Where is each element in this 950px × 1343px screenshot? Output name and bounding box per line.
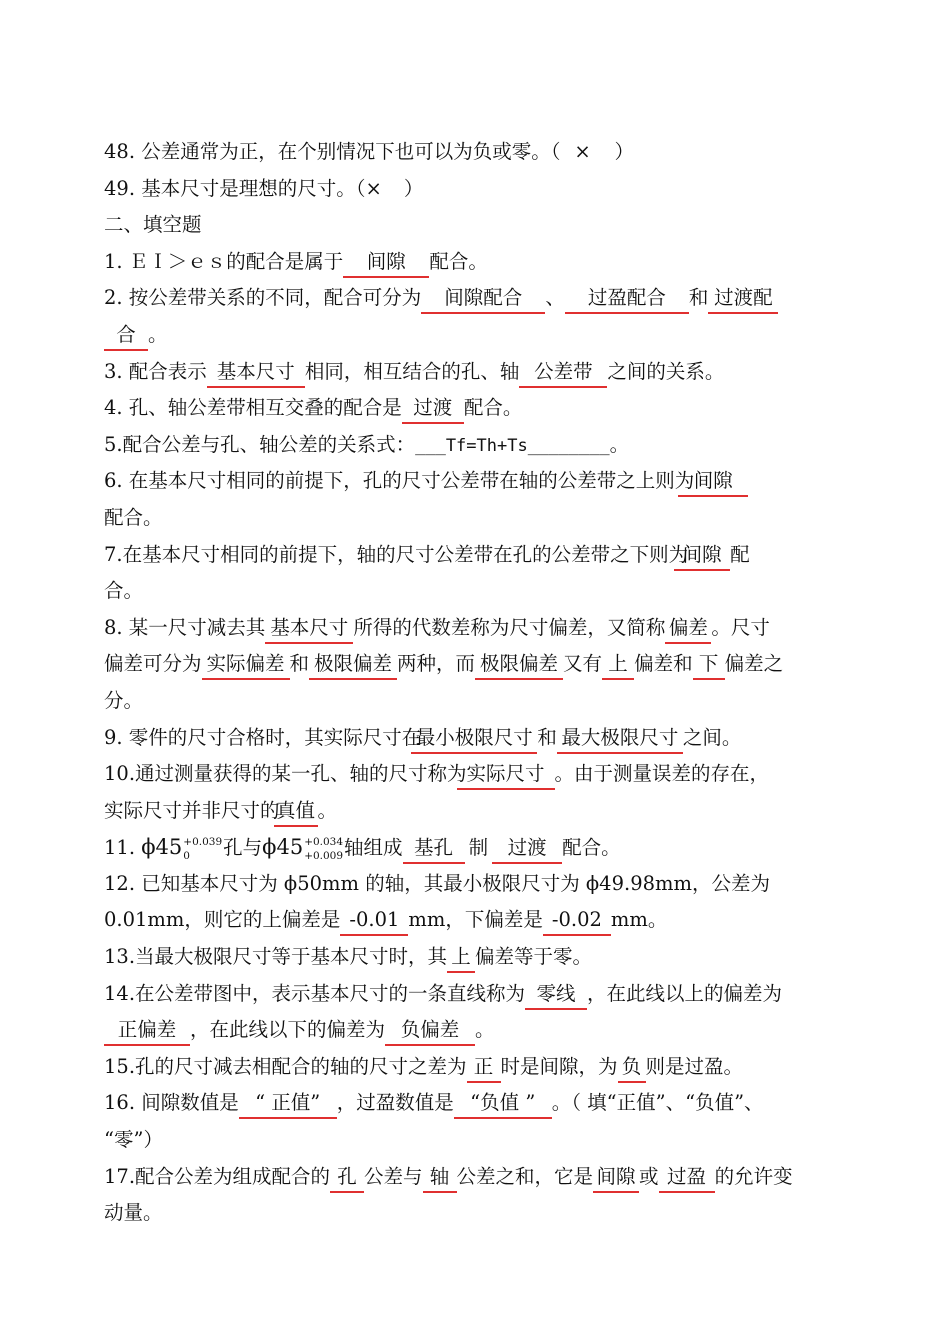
f8-blank-1: 基本尺寸 [265, 614, 353, 644]
f15-text-mid: 时是间隙，为 [500, 1054, 618, 1078]
f13-text: 13.当最大极限尺寸等于基本尺寸时，其 [104, 945, 448, 969]
f2-blank-3-cont: 合 [104, 321, 148, 351]
f10-text-mid: 。由于测量误差的存在， [554, 762, 770, 786]
f15-text-end: 则是过盈。 [645, 1054, 744, 1078]
f17-text: 17.配合公差为组成配合的 [104, 1164, 331, 1188]
q49-line [104, 171, 850, 208]
f3-blank-2: 公差带 [519, 358, 607, 388]
f11-text-3: 制 [468, 836, 489, 860]
f17-line [104, 1159, 850, 1196]
f5-line [104, 427, 850, 464]
f2-blank-3: 过渡配 [708, 284, 778, 314]
f4-line [104, 390, 850, 427]
f16-line [104, 1085, 850, 1122]
f8-text-7: 偏差之 [724, 652, 784, 676]
q48-number: 48. [104, 140, 136, 163]
f11-tol-2-upper: +0.034 [304, 835, 344, 848]
f7-line-2: 合。 [104, 579, 144, 603]
f9-blank-2: 最大极限尺寸 [557, 724, 683, 754]
f6-line-2: 配合。 [104, 505, 163, 529]
f17-blank-2: 轴 [423, 1163, 457, 1193]
f15-text: 15.孔的尺寸减去相配合的轴的尺寸之差为 [104, 1054, 467, 1078]
f15-line [104, 1049, 850, 1086]
f10-line [104, 756, 850, 793]
f8-blank-2: 偏差 [665, 614, 711, 644]
f15-blank-1: 正 [467, 1053, 501, 1083]
f11-line [104, 829, 850, 866]
f11-tol-1-lower: 0 [183, 849, 190, 862]
f8-blank-3: 实际偏差 [202, 650, 290, 680]
q48-end: ） [614, 140, 634, 163]
f15-blank-2: 负 [618, 1053, 646, 1083]
f11-blank-2: 过渡 [492, 834, 562, 864]
f14-text-end: 。 [475, 1018, 495, 1042]
f2-blank-1: 间隙配合 [421, 284, 545, 314]
f10-text: 10.通过测量获得的某一孔、轴的尺寸称为 [104, 762, 467, 786]
f8-blank-5: 极限偏差 [475, 650, 563, 680]
f7-text: 7.在基本尺寸相同的前提下，轴的尺寸公差带在孔的公差带之下则为 [104, 542, 689, 566]
f8-text-6: 偏差和 [634, 652, 693, 676]
f12-line-2 [104, 902, 850, 939]
f2-blank-2: 过盈配合 [565, 284, 689, 314]
f16-text: 16. 间隙数值是 [104, 1091, 239, 1115]
f12-blank-2: -0.02 [543, 906, 611, 936]
q48-answer: × [574, 140, 591, 163]
f9-text-end: 之间。 [682, 725, 742, 749]
f17-blank-1: 孔 [330, 1163, 364, 1193]
f8-blank-6: 上 [602, 650, 634, 680]
f5-blank-1: ___Tf=Th+Ts________ [415, 435, 610, 456]
f7-blank-1: 间隙 [674, 541, 730, 571]
f9-text-mid: 和 [537, 725, 557, 749]
f8-blank-7: 下 [693, 650, 725, 680]
f5-text: 5.配合公差与孔、轴公差的关系式： [104, 432, 416, 456]
f16-blank-2: “负值 ” [454, 1089, 552, 1119]
f17-text-end: 的允许变 [714, 1164, 793, 1188]
f1-text-end: 配合。 [429, 249, 488, 273]
f4-text-end: 配合。 [463, 396, 523, 420]
f11-text-2: 轴组成 [344, 836, 403, 860]
f10-line-2 [104, 793, 850, 830]
f11-tolerance-2 [304, 835, 343, 863]
f12-line: 12. 已知基本尺寸为 ϕ50mm 的轴，其最小极限尺寸为 ϕ49.98mm，公差为 [104, 871, 770, 895]
f9-blank-1: 最小极限尺寸 [411, 724, 537, 754]
f12-blank-1: -0.01 [340, 906, 408, 936]
f11-text-mid: 孔与 [223, 836, 263, 860]
f14-text: 14.在公差带图中，表示基本尺寸的一条直线称为 [104, 981, 526, 1005]
f14-blank-1: 零线 [525, 980, 587, 1010]
q49-number: 49. [104, 176, 136, 200]
f8-text: 8. 某一尺寸减去其 [104, 615, 266, 639]
f14-line [104, 976, 850, 1013]
f17-line-2: 动量。 [104, 1201, 163, 1225]
f16-text-end: 。（ 填“正值”、“负值”、 [551, 1091, 764, 1115]
f11-tol-2-lower: +0.009 [304, 849, 344, 862]
f9-line [104, 720, 850, 757]
f1-blank-1: 间隙 [343, 248, 429, 278]
f12-text-end: mm。 [610, 908, 668, 932]
f8-text-mid: 所得的代数差称为尺寸偏差，又简称 [353, 615, 666, 639]
f1-line [104, 244, 850, 281]
f8-text-3: 和 [289, 652, 310, 676]
f10-text-2: 实际尺寸并非尺寸的 [104, 798, 280, 822]
f10-text-end: 。 [317, 798, 338, 822]
f3-text: 3. 配合表示 [104, 359, 207, 383]
f14-line-2 [104, 1012, 850, 1049]
f4-text: 4. 孔、轴公差带相互交叠的配合是 [104, 396, 402, 420]
f2-text-and: 和 [688, 286, 709, 310]
f14-text-mid: ，在此线以上的偏差为 [587, 981, 783, 1005]
f14-text-2: ，在此线以下的偏差为 [190, 1018, 386, 1042]
f3-text-end: 之间的关系。 [607, 359, 725, 383]
f2-text: 2. 按公差带关系的不同，配合可分为 [104, 286, 422, 310]
f1-text: 1. ＥＩ＞ｅｓ的配合是属于 [104, 249, 344, 273]
f8-text-2: 偏差可分为 [104, 652, 202, 676]
f17-text-4: 或 [639, 1164, 659, 1188]
f10-blank-1: 实际尺寸 [457, 760, 555, 790]
f6-text: 6. 在基本尺寸相同的前提下，孔的尺寸公差带在轴的公差带之上则为 [104, 469, 695, 493]
f12-text-3: mm，下偏差是 [408, 908, 543, 932]
q49-end: ） [403, 176, 424, 200]
q48-line [104, 134, 850, 171]
q48-text: 公差通常为正，在个别情况下也可以为负或零。（ [141, 140, 561, 163]
f11-tolerance-1 [183, 835, 222, 863]
f17-text-3: 公差之和，它是 [456, 1164, 594, 1188]
f9-text: 9. 零件的尺寸合格时，其实际尺寸在 [104, 725, 422, 749]
f7-line [104, 537, 850, 574]
f2-text-end: 。 [148, 322, 168, 346]
f8-text-5: 又有 [563, 652, 603, 676]
f14-blank-2: 正偏差 [104, 1016, 190, 1046]
section-title: 二、填空题 [104, 213, 202, 237]
document-page [104, 134, 850, 1232]
f13-line [104, 939, 850, 976]
f12-text-2: 0.01mm，则它的上偏差是 [104, 908, 341, 932]
f11-phi-2: ϕ45 [262, 835, 304, 860]
f2-line [104, 280, 850, 317]
f3-blank-1: 基本尺寸 [207, 358, 305, 388]
f2-line-2 [104, 317, 850, 354]
f11-text-end: 配合。 [562, 836, 621, 860]
f8-line-3: 分。 [104, 688, 144, 712]
f8-line [104, 610, 850, 647]
f6-blank-1: 间隙 [678, 467, 748, 497]
f8-text-end: 。尺寸 [711, 615, 770, 639]
f14-blank-3: 负偏差 [385, 1016, 475, 1046]
f4-blank-1: 过渡 [402, 394, 464, 424]
f11-blank-1: 基孔 [403, 834, 465, 864]
f10-blank-2: 真值 [274, 797, 318, 827]
f8-text-4: 两种，而 [397, 652, 476, 676]
f16-text-mid: ，过盈数值是 [336, 1091, 454, 1115]
f16-line-2: “零”） [104, 1128, 163, 1152]
f5-text-end: 。 [609, 432, 630, 456]
f2-sep: 、 [545, 286, 565, 310]
f3-text-mid: 相同，相互结合的孔、轴 [304, 359, 520, 383]
f8-line-2 [104, 646, 850, 683]
f6-line [104, 463, 850, 500]
f16-blank-1: “ 正值” [239, 1089, 337, 1119]
f11-phi-1: ϕ45 [141, 835, 183, 860]
f13-text-end: 偏差等于零。 [475, 945, 593, 969]
f3-line [104, 354, 850, 391]
q49-text: 基本尺寸是理想的尺寸。（× [141, 176, 382, 200]
f11-tol-1-upper: +0.039 [183, 835, 223, 848]
f8-blank-4: 极限偏差 [309, 650, 397, 680]
f17-text-2: 公差与 [364, 1164, 423, 1188]
f17-blank-4: 过盈 [659, 1163, 715, 1193]
f13-blank-1: 上 [447, 943, 475, 973]
f11-number: 11. [104, 836, 136, 860]
f7-text-end: 配 [730, 542, 750, 566]
f17-blank-3: 间隙 [593, 1163, 639, 1193]
